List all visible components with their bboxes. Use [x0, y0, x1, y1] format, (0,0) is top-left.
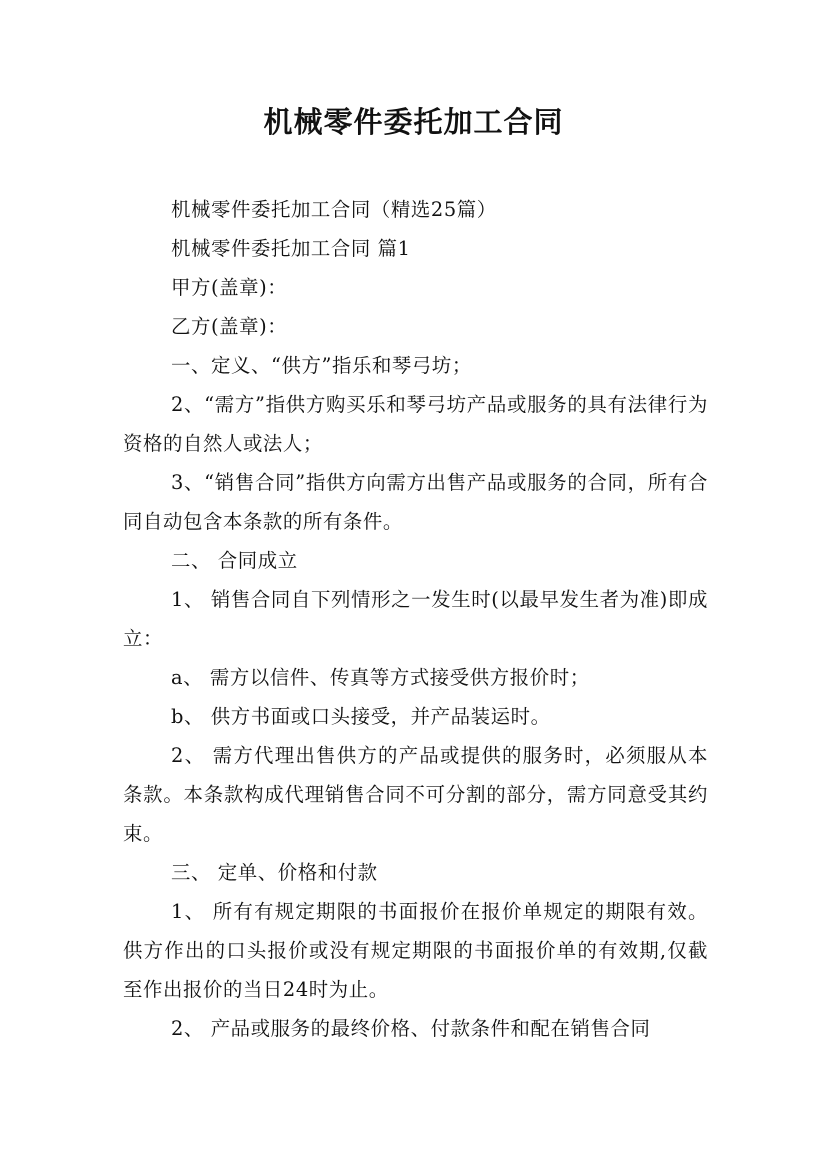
paragraph-definition-buyer: 2、“需方”指供方购买乐和琴弓坊产品或服务的具有法律行为资格的自然人或法人； — [123, 393, 708, 455]
document-title: 机械零件委托加工合同 — [263, 105, 564, 139]
document-body — [123, 190, 708, 1048]
paragraph-definition-sales-contract: 3、“销售合同”指供方向需方出售产品或服务的合同，所有合同自动包含本条款的所有条件。 — [123, 471, 708, 533]
paragraph-orders-1: 1、 所有有规定期限的书面报价在报价单规定的期限有效。供方作出的口头报价或没有规定期限的书面报价单的有效期,仅截至作出报价的当日24时为止。 — [123, 900, 708, 1001]
paragraph-formation-a: a、 需方以信件、传真等方式接受供方报价时； — [171, 666, 590, 689]
paragraph-definition-supplier: 一、定义、“供方”指乐和琴弓坊； — [171, 354, 472, 377]
paragraph-heading-orders: 三、 定单、价格和付款 — [171, 861, 378, 884]
paragraph-section-heading: 机械零件委托加工合同 篇1 — [171, 237, 411, 260]
paragraph-subtitle: 机械零件委托加工合同（精选25篇） — [171, 198, 497, 221]
paragraph-formation-1: 1、 销售合同自下列情形之一发生时(以最早发生者为准)即成立： — [123, 588, 708, 650]
paragraph-party-a: 甲方(盖章)： — [171, 276, 288, 299]
paragraph-formation-2: 2、 需方代理出售供方的产品或提供的服务时，必须服从本条款。本条款构成代理销售合同不可分割的部分，需方同意受其约束。 — [123, 744, 708, 845]
paragraph-orders-2: 2、 产品或服务的最终价格、付款条件和配在销售合同 — [171, 1017, 651, 1040]
paragraph-party-b: 乙方(盖章)： — [171, 315, 288, 338]
paragraph-formation-b: b、 供方书面或口头接受，并产品装运时。 — [171, 705, 551, 728]
paragraph-heading-formation: 二、 合同成立 — [171, 549, 298, 572]
